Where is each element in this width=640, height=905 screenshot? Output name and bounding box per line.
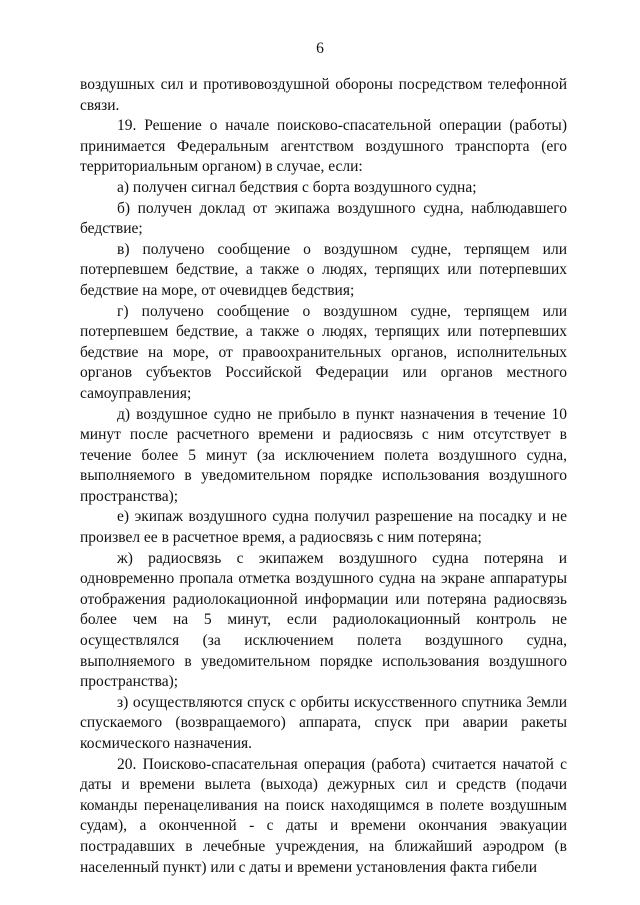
subitem-e: е) экипаж воздушного судна получил разрешение на посадку и не произвел ее в расчетное время, а радиосвязь с ним потеряна; <box>80 508 567 547</box>
subitem-v: в) получено сообщение о воздушном судне, терпящем или потерпевшем бедствие, а также о людях, терпящих или потерпевших бедствие на море, от очевидцев бедствия; <box>80 240 567 299</box>
subitem-d: д) воздушное судно не прибыло в пункт назначения в течение 10 минут после расчетного времени и радиосвязь с ним отсутствует в течение более 5 минут (за исключением полета воздушного судна, выполняемого в уведомительном порядке использования воздушного пространства); <box>80 405 567 505</box>
paragraph-item-20: 20. Поисково-спасательная операция (работа) считается начатой с даты и времени вылета (выхода) дежурных сил и средств (подачи команды перенацеливания на поиск находящимся в полете воздушным судам), а оконченной - с даты и времени окончания эвакуации пострадавших в лечебные учреждения, на ближайший аэродром (в населенный пункт) или с даты и времени установления факта гибели <box>80 755 567 876</box>
subitem-z: з) осуществляются спуск с орбиты искусственного спутника Земли спускаемого (возвращаемого) аппарата, спуск при аварии ракеты космического назначения. <box>80 693 567 752</box>
subitem-b: б) получен доклад от экипажа воздушного судна, наблюдавшего бедствие; <box>80 199 567 238</box>
subitem-zh: ж) радиосвязь с экипажем воздушного судна потеряна и одновременно пропала отметка воздушного судна на экране аппаратуры отображения радиолокационной информации или потеряна радиосвязь более чем на 5 минут, если радиолокационный контроль не осуществлялся (за исключением полета воздушного судна, выполняемого в уведомительном порядке использования воздушного пространства); <box>80 549 567 691</box>
paragraph-continuation: воздушных сил и противовоздушной обороны посредством телефонной связи. <box>80 76 567 114</box>
subitem-a: а) получен сигнал бедствия с борта воздушного судна; <box>117 178 477 196</box>
paragraph-item-19: 19. Решение о начале поисково-спасательной операции (работы) принимается Федеральным агентством воздушного транспорта (его территориальным органом) в случае, если: <box>80 117 567 176</box>
subitem-g: г) получено сообщение о воздушном судне, терпящем или потерпевшем бедствие, а также о людях, терпящих или потерпевших бедствие на море, от правоохранительных органов, исполнительных органов субъектов Российской Федерации или органов местного самоуправления; <box>80 302 567 402</box>
document-body <box>80 75 567 878</box>
page-number: 6 <box>316 40 324 57</box>
